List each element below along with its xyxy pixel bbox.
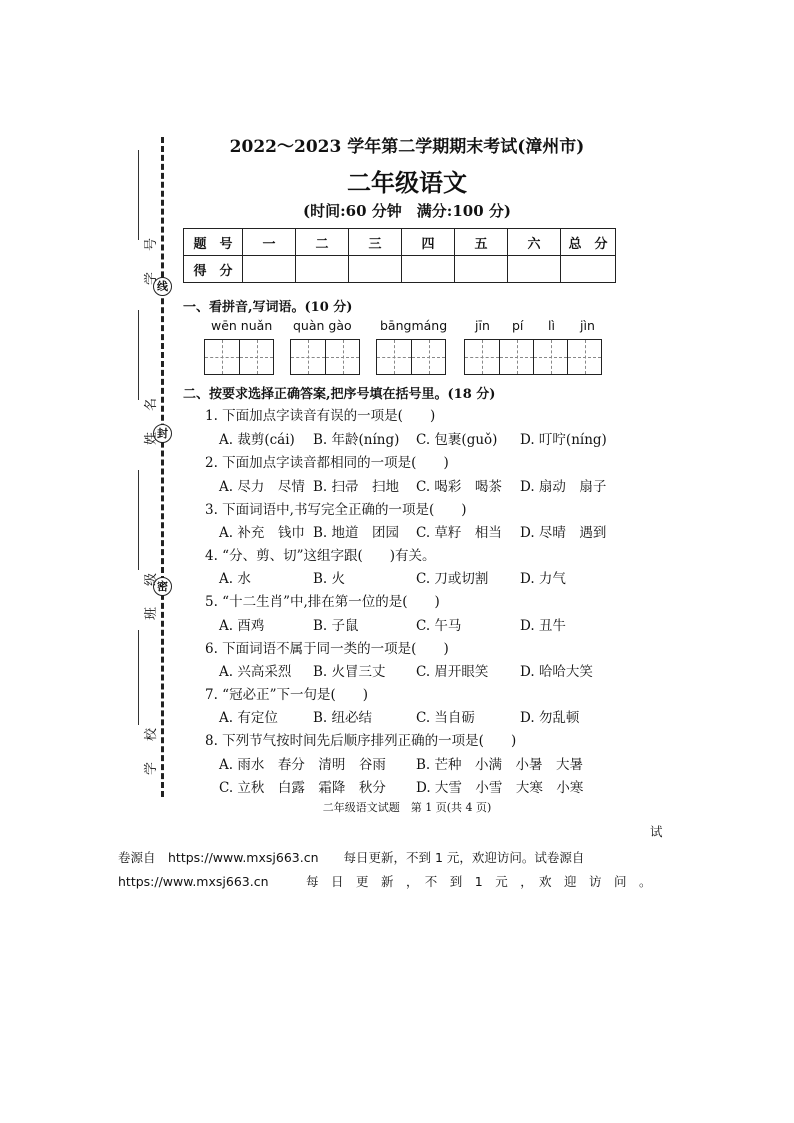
- writing-cell[interactable]: [291, 340, 325, 374]
- question-8: 8. 下列节气按时间先后顺序排列正确的一项是( ): [205, 733, 517, 749]
- name-label: 姓 名: [144, 393, 160, 446]
- q5-option-d: D. 丑牛: [520, 618, 566, 634]
- q2-option-c: C. 喝彩 喝茶: [416, 479, 502, 495]
- class-label: 班 级: [144, 568, 160, 621]
- score-table-cell: 题 号: [184, 229, 243, 256]
- page-footer: 二年级语文试题 第 1 页(共 4 页): [322, 801, 492, 814]
- writing-grid[interactable]: [204, 339, 274, 375]
- score-table-cell: 总 分: [561, 229, 616, 256]
- class-line: [138, 470, 139, 570]
- q6-option-c: C. 眉开眼笑: [416, 664, 489, 680]
- q2-option-d: D. 扇动 扇子: [520, 479, 607, 495]
- writing-cell[interactable]: [205, 340, 239, 374]
- score-table-cell: 五: [455, 229, 508, 256]
- q2-option-a: A. 尽力 尽情: [219, 479, 305, 495]
- writing-cell[interactable]: [499, 340, 533, 374]
- q2-option-b: B. 扫帚 扫地: [313, 479, 400, 495]
- score-table-cell: 四: [402, 229, 455, 256]
- writing-cell[interactable]: [533, 340, 567, 374]
- pinyin-wennuan: wēn nuǎn: [211, 318, 273, 333]
- seal-mark-mi: 密: [153, 577, 172, 596]
- q6-option-d: D. 哈哈大笑: [520, 664, 593, 680]
- writing-cell[interactable]: [465, 340, 499, 374]
- pinyin-jin2: jìn: [580, 318, 595, 333]
- q3-option-c: C. 草籽 相当: [416, 525, 502, 541]
- pinyin-jin: jīn: [475, 318, 490, 333]
- q5-option-a: A. 酉鸡: [219, 618, 265, 634]
- writing-grid[interactable]: [464, 339, 602, 375]
- q1-option-a: A. 裁剪(cái): [219, 432, 295, 448]
- score-table-cell: 三: [349, 229, 402, 256]
- score-table-score-row: [184, 256, 616, 283]
- score-input-cell[interactable]: [243, 256, 296, 283]
- school-label: 学 校: [144, 723, 160, 776]
- q4-option-b: B. 火: [313, 571, 346, 587]
- question-3: 3. 下面词语中,书写完全正确的一项是( ): [205, 502, 467, 518]
- pinyin-li: lì: [548, 318, 555, 333]
- q7-option-a: A. 有定位: [219, 710, 278, 726]
- pinyin-pi: pí: [512, 318, 524, 333]
- q5-option-b: B. 子鼠: [313, 618, 359, 634]
- question-4: 4. “分、剪、切”这组字跟( )有关。: [205, 548, 436, 564]
- writing-cell[interactable]: [325, 340, 359, 374]
- score-input-cell[interactable]: [455, 256, 508, 283]
- question-2: 2. 下面加点字读音都相同的一项是( ): [205, 455, 449, 471]
- score-input-cell[interactable]: [561, 256, 616, 283]
- score-table: [183, 228, 616, 283]
- watermark-line0: 试: [650, 824, 663, 839]
- score-table-cell: 得 分: [184, 256, 243, 283]
- writing-cell[interactable]: [567, 340, 601, 374]
- q7-option-b: B. 纽必结: [313, 710, 373, 726]
- q4-option-d: D. 力气: [520, 571, 566, 587]
- section2-heading: 二、按要求选择正确答案,把序号填在括号里。(18 分): [183, 387, 496, 402]
- q1-option-c: C. 包裹(guǒ): [416, 432, 498, 448]
- section1-heading: 一、看拼音,写词语。(10 分): [183, 300, 353, 315]
- watermark-line1: 卷源自 https://www.mxsj663.cn 每日更新，不到 1 元，欢迎访问。试卷源自: [118, 850, 585, 865]
- question-6: 6. 下面词语不属于同一类的一项是( ): [205, 641, 449, 657]
- writing-cell[interactable]: [411, 340, 445, 374]
- q8-option-a: A. 雨水 春分 清明 谷雨: [219, 757, 386, 773]
- exam-title: 2022～2023 学年第二学期期末考试(漳州市): [229, 137, 585, 157]
- writing-grid[interactable]: [290, 339, 360, 375]
- q6-option-b: B. 火冒三丈: [313, 664, 386, 680]
- q3-option-a: A. 补充 钱巾: [219, 525, 305, 541]
- score-table-cell: 二: [296, 229, 349, 256]
- seal-mark-xian: 线: [153, 277, 172, 296]
- q1-option-b: B. 年龄(níng): [313, 432, 400, 448]
- pinyin-quangao: quàn gào: [293, 318, 352, 333]
- q8-option-c: C. 立秋 白露 霜降 秋分: [219, 780, 386, 796]
- question-7: 7. “冠必正”下一句是( ): [205, 687, 369, 703]
- subject-title: 二年级语文: [347, 168, 467, 197]
- q8-option-d: D. 大雪 小雪 大寒 小寒: [416, 780, 584, 796]
- score-table-cell: 一: [243, 229, 296, 256]
- score-table-cell: 六: [508, 229, 561, 256]
- score-input-cell[interactable]: [508, 256, 561, 283]
- writing-cell[interactable]: [239, 340, 273, 374]
- school-line: [138, 630, 139, 725]
- q7-option-d: D. 勿乱顿: [520, 710, 580, 726]
- question-1: 1. 下面加点字读音有误的一项是( ): [205, 408, 436, 424]
- pinyin-bangmang: bāngmáng: [380, 318, 448, 333]
- score-table-header-row: [184, 229, 616, 256]
- q4-option-c: C. 刀或切割: [416, 571, 489, 587]
- seal-mark-feng: 封: [153, 424, 172, 443]
- binding-dashed-line: [161, 137, 167, 797]
- score-input-cell[interactable]: [349, 256, 402, 283]
- q1-option-d: D. 叮咛(níng): [520, 432, 607, 448]
- name-line: [138, 310, 139, 400]
- score-input-cell[interactable]: [402, 256, 455, 283]
- q3-option-b: B. 地道 团园: [313, 525, 400, 541]
- watermark-line2: https://www.mxsj663.cn 每 日 更 新 ， 不 到 1 元 ， 欢 迎 访 问 。: [118, 874, 652, 889]
- q5-option-c: C. 午马: [416, 618, 462, 634]
- q8-option-b: B. 芒种 小满 小暑 大暑: [416, 757, 584, 773]
- student-id-label: 学 号: [144, 233, 160, 286]
- score-input-cell[interactable]: [296, 256, 349, 283]
- q4-option-a: A. 水: [219, 571, 251, 587]
- question-5: 5. “十二生肖”中,排在第一位的是( ): [205, 594, 440, 610]
- q6-option-a: A. 兴高采烈: [219, 664, 292, 680]
- exam-info: (时间:60 分钟 满分:100 分): [303, 202, 511, 220]
- writing-cell[interactable]: [377, 340, 411, 374]
- q7-option-c: C. 当自砺: [416, 710, 475, 726]
- writing-grid[interactable]: [376, 339, 446, 375]
- q3-option-d: D. 尽晴 遇到: [520, 525, 607, 541]
